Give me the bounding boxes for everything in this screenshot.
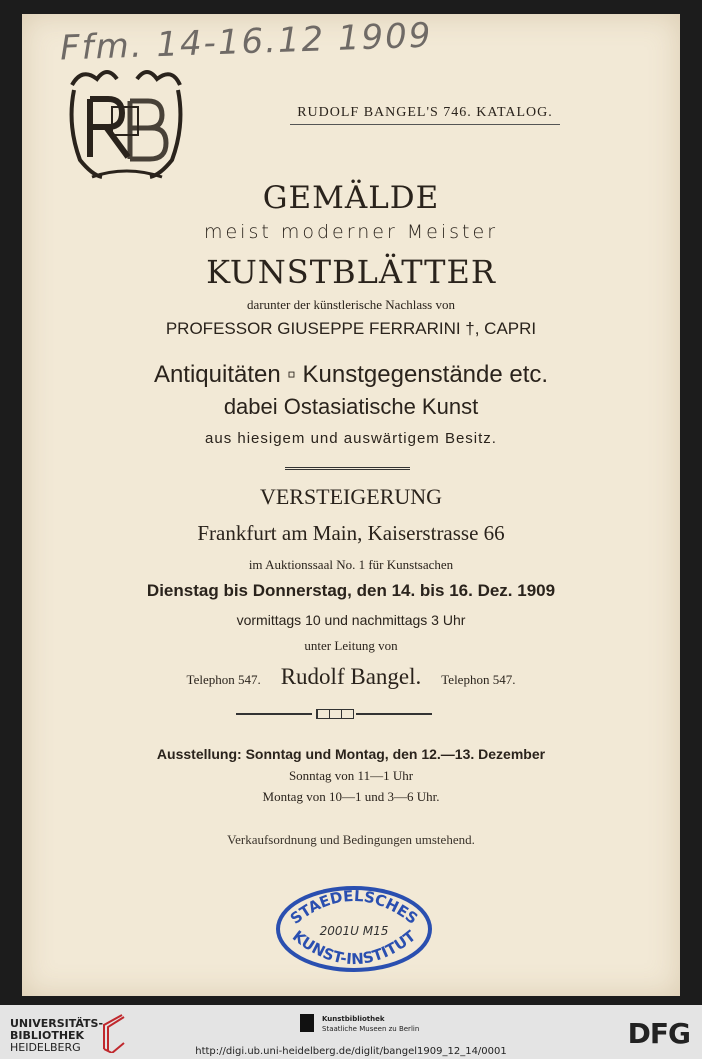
heading-versteigerung: VERSTEIGERUNG <box>259 484 443 509</box>
ub-line-1: UNIVERSITÄTS- <box>10 1017 104 1030</box>
heading-antiquitaeten: Antiquitäten ▫ Kunstgegenstände etc. <box>153 361 549 388</box>
ub-book-icon <box>100 1013 126 1053</box>
kb-line-1: Kunstbibliothek <box>322 1015 385 1023</box>
stamp-number: 2001U M15 <box>319 924 389 938</box>
ornament-divider <box>236 708 432 720</box>
text-sonntag: Sonntag von 11—1 Uhr <box>288 768 414 783</box>
title-gemaelde: GEMÄLDE <box>262 180 440 216</box>
title-kunstblaetter: KUNSTBLÄTTER <box>206 253 496 291</box>
text-besitz: aus hiesigem und auswärtigem Besitz. <box>205 430 497 447</box>
stamp-top-text: STAEDELSCHES <box>286 886 422 928</box>
permalink[interactable]: http://digi.ub.uni-heidelberg.de/diglit/bangel1909_12_14/0001 <box>195 1046 507 1057</box>
text-verkaufsordnung: Verkaufsordnung und Bedingungen umstehend. <box>227 832 475 847</box>
handwritten-note: Ffm. 14-16.12 1909 <box>59 15 434 69</box>
text-darunter: darunter der künstlerische Nachlass von <box>247 297 455 312</box>
institute-stamp <box>274 885 434 973</box>
kunstbibliothek-icon <box>300 1014 314 1032</box>
telephon-left: Telephon 547. <box>186 672 261 687</box>
text-leitung: unter Leitung von <box>304 638 398 653</box>
divider <box>285 467 410 470</box>
monogram-logo-icon <box>62 65 190 183</box>
auctioneer-name: Rudolf Bangel. <box>280 664 422 689</box>
telephon-right: Telephon 547. <box>441 672 516 687</box>
heading-ostasiatische: dabei Ostasiatische Kunst <box>223 394 479 419</box>
catalog-number: RUDOLF BANGEL'S 746. KATALOG. <box>290 105 560 125</box>
text-dates: Dienstag bis Donnerstag, den 14. bis 16. Dez. 1909 <box>146 581 556 600</box>
auctioneer-line <box>0 664 702 690</box>
text-montag: Montag von 10—1 und 3—6 Uhr. <box>262 789 440 804</box>
ub-line-3: HEIDELBERG <box>10 1041 81 1054</box>
text-address: Frankfurt am Main, Kaiserstrasse 66 <box>197 521 505 545</box>
dfg-logo: DFG <box>627 1017 690 1050</box>
text-ausstellung: Ausstellung: Sonntag und Montag, den 12.—13. Dezember <box>156 746 546 762</box>
kunstbibliothek-logo <box>322 1014 419 1034</box>
subtitle-meister: meist moderner Meister <box>203 221 499 243</box>
footer <box>0 1005 702 1059</box>
text-auktionssaal: im Auktionssaal No. 1 für Kunstsachen <box>248 557 454 572</box>
text-times: vormittags 10 und nachmittags 3 Uhr <box>236 612 466 628</box>
svg-text:STAEDELSCHES <box>287 887 421 928</box>
text-professor: PROFESSOR GIUSEPPE FERRARINI †, CAPRI <box>165 319 537 338</box>
stamp-bottom-text: KUNST-INSTITUT <box>289 926 419 969</box>
ub-line-2: BIBLIOTHEK <box>10 1029 85 1042</box>
ub-heidelberg-logo <box>10 1018 103 1054</box>
kb-line-2: Staatliche Museen zu Berlin <box>322 1025 420 1033</box>
